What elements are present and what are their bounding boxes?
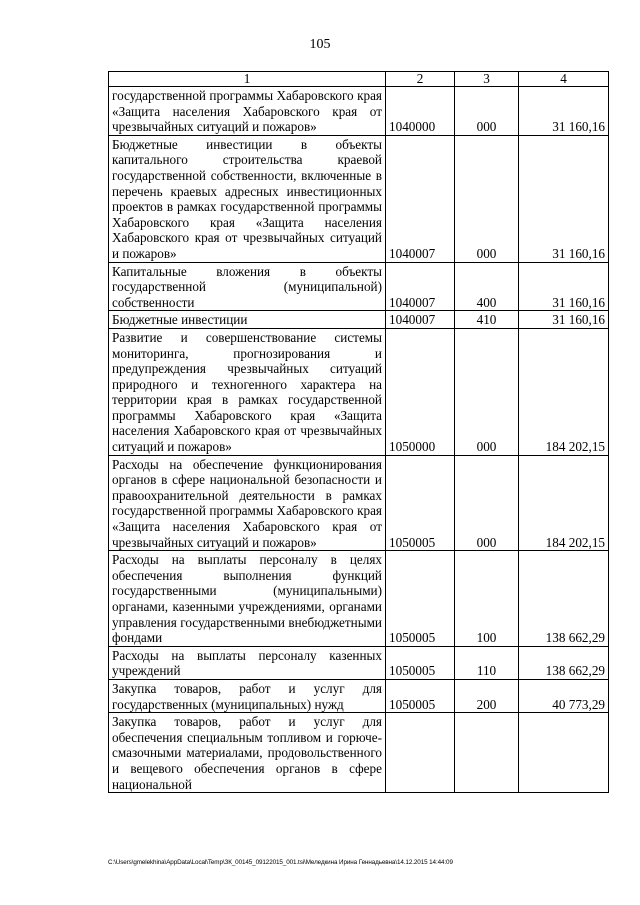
table-row — [109, 679, 609, 712]
row-target-code: 1040007 — [386, 262, 455, 311]
row-target-code: 1050005 — [386, 455, 455, 551]
row-expense-type: 000 — [455, 328, 519, 455]
row-expense-type — [455, 713, 519, 793]
row-expense-type: 000 — [455, 455, 519, 551]
row-target-code: 1040007 — [386, 311, 455, 329]
row-amount: 184 202,15 — [519, 455, 609, 551]
row-amount: 184 202,15 — [519, 328, 609, 455]
row-description: Бюджетные инвестиции в объекты капитального строительства краевой государственной собственности, включенные в перечень краевых адресных инвестиционных проектов в рамках государственной программы Хабаровского края «Защита населения Хабаровского края от чрезвычайных ситуаций и пожаров» — [109, 135, 386, 262]
table-row — [109, 87, 609, 136]
row-expense-type: 400 — [455, 262, 519, 311]
row-description: Расходы на выплаты персоналу казенных учреждений — [109, 646, 386, 679]
row-description: Расходы на обеспечение функционирования органов в сфере национальной безопасности и правоохранительной деятельности в рамках государственной программы Хабаровского края «Защита населения Хабаровского края от чрезвычайных ситуаций и пожаров» — [109, 455, 386, 551]
row-description: Закупка товаров, работ и услуг для государственных (муниципальных) нужд — [109, 679, 386, 712]
header-col-3: 3 — [455, 72, 519, 87]
header-col-4: 4 — [519, 72, 609, 87]
row-description: Закупка товаров, работ и услуг для обеспечения специальным топливом и горюче-смазочными материалами, продовольственного и вещевого обеспечения органов в сфере национальной — [109, 713, 386, 793]
row-target-code: 1050005 — [386, 646, 455, 679]
row-target-code: 1050005 — [386, 551, 455, 647]
table-row — [109, 646, 609, 679]
row-description: Расходы на выплаты персоналу в целях обеспечения выполнения функций государственными (муниципальными) органами, казенными учреждениями, органами управления государственными внебюджетными фондами — [109, 551, 386, 647]
document-footer-path: C:\Users\gmelekhina\AppData\Local\Temp\ЗК_00145_09122015_001.tsi\Меледкина Ирина Геннадьевна\14.12.2015 14:44:09 — [108, 859, 453, 866]
row-expense-type: 000 — [455, 135, 519, 262]
row-expense-type: 110 — [455, 646, 519, 679]
table-row — [109, 455, 609, 551]
row-description: Развитие и совершенствование системы мониторинга, прогнозирования и предупреждения чрезвычайных ситуаций природного и техногенного характера на территории края в рамках государственной программы Хабаровского края «Защита населения Хабаровского края от чрезвычайных ситуаций и пожаров» — [109, 328, 386, 455]
row-amount: 138 662,29 — [519, 551, 609, 647]
row-description: государственной программы Хабаровского края «Защита населения Хабаровского края от чрезвычайных ситуаций и пожаров» — [109, 87, 386, 136]
row-target-code: 1040000 — [386, 87, 455, 136]
row-expense-type: 200 — [455, 679, 519, 712]
table-row — [109, 311, 609, 329]
header-col-1: 1 — [109, 72, 386, 87]
table-row — [109, 262, 609, 311]
row-amount: 138 662,29 — [519, 646, 609, 679]
row-amount: 31 160,16 — [519, 262, 609, 311]
table-row — [109, 328, 609, 455]
header-row — [109, 72, 609, 87]
row-description: Бюджетные инвестиции — [109, 311, 386, 329]
table-row — [109, 135, 609, 262]
row-target-code: 1040007 — [386, 135, 455, 262]
row-description: Капитальные вложения в объекты государственной (муниципальной) собственности — [109, 262, 386, 311]
row-expense-type: 410 — [455, 311, 519, 329]
table-row — [109, 551, 609, 647]
row-expense-type: 100 — [455, 551, 519, 647]
row-amount: 31 160,16 — [519, 87, 609, 136]
header-col-2: 2 — [386, 72, 455, 87]
row-target-code: 1050000 — [386, 328, 455, 455]
row-amount: 31 160,16 — [519, 311, 609, 329]
budget-table — [108, 71, 609, 793]
table-row — [109, 713, 609, 793]
row-amount: 40 773,29 — [519, 679, 609, 712]
row-expense-type: 000 — [455, 87, 519, 136]
row-amount: 31 160,16 — [519, 135, 609, 262]
row-target-code — [386, 713, 455, 793]
row-target-code: 1050005 — [386, 679, 455, 712]
row-amount — [519, 713, 609, 793]
page-number: 105 — [309, 37, 331, 52]
